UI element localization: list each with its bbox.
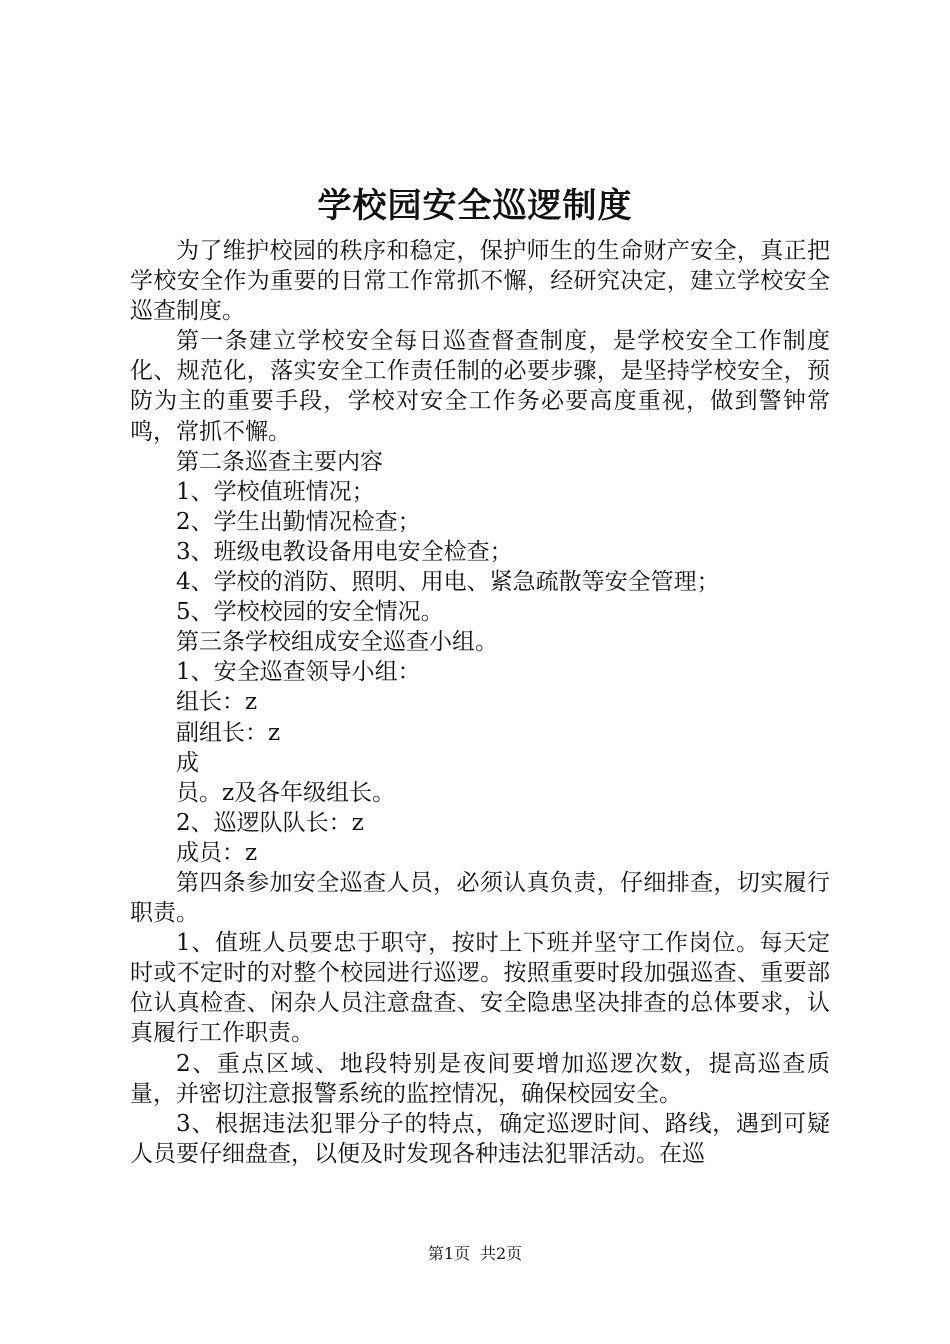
list-item: 1、学校值班情况； [176, 478, 375, 505]
page-number: 第1页 [427, 1244, 470, 1263]
paragraph-duty-1: 1、值班人员要忠于职守，按时上下班并坚守工作岗位。每天定时或不定时的对整个校园进行巡逻。按照重要时段加强巡查、重要部位认真检查、闲杂人员注意盘查、安全隐患坚决排查的总体要求，认真履行工作职责。 [130, 930, 830, 1047]
paragraph-article-3-heading: 第三条学校组成安全巡查小组。 [176, 629, 498, 656]
page-footer [0, 1243, 950, 1265]
paragraph-article-4: 第四条参加安全巡查人员，必须认真负责，仔细排查，切实履行职责。 [130, 869, 830, 927]
list-item: 成员：z [176, 839, 258, 866]
page-total: 共2页 [480, 1244, 523, 1263]
paragraph-article-2-heading: 第二条巡查主要内容 [176, 448, 383, 475]
list-item: 副组长：z [176, 719, 281, 746]
list-item: 员。z及各年级组长。 [176, 779, 396, 806]
list-item: 2、学生出勤情况检查； [176, 508, 421, 535]
list-item: 成 [176, 749, 199, 776]
list-item: 2、巡逻队队长：z [176, 809, 364, 836]
list-item: 1、安全巡查领导小组： [176, 659, 421, 686]
list-item: 5、学校校园的安全情况。 [176, 599, 444, 626]
paragraph-article-1: 第一条建立学校安全每日巡查督查制度，是学校安全工作制度化、规范化，落实安全工作责任制的必要步骤，是坚持学校安全，预防为主的重要手段，学校对安全工作务必要高度重视，做到警钟常鸣，常抓不懈。 [130, 328, 830, 445]
list-item: 4、学校的消防、照明、用电、紧急疏散等安全管理； [176, 569, 720, 596]
paragraph-intro: 为了维护校园的秩序和稳定，保护师生的生命财产安全，真正把学校安全作为重要的日常工作常抓不懈，经研究决定，建立学校安全巡查制度。 [130, 238, 830, 325]
list-item: 组长：z [176, 689, 258, 716]
document-title: 学校园安全巡逻制度 [317, 186, 633, 226]
document-body [130, 236, 830, 1169]
paragraph-duty-2: 2、重点区域、地段特别是夜间要增加巡逻次数，提高巡查质量，并密切注意报警系统的监控情况，确保校园安全。 [130, 1050, 830, 1107]
list-item: 3、班级电教设备用电安全检查； [176, 538, 513, 565]
paragraph-duty-3: 3、根据违法犯罪分子的特点，确定巡逻时间、路线，遇到可疑人员要仔细盘查，以便及时发现各种违法犯罪活动。在巡 [130, 1110, 830, 1167]
